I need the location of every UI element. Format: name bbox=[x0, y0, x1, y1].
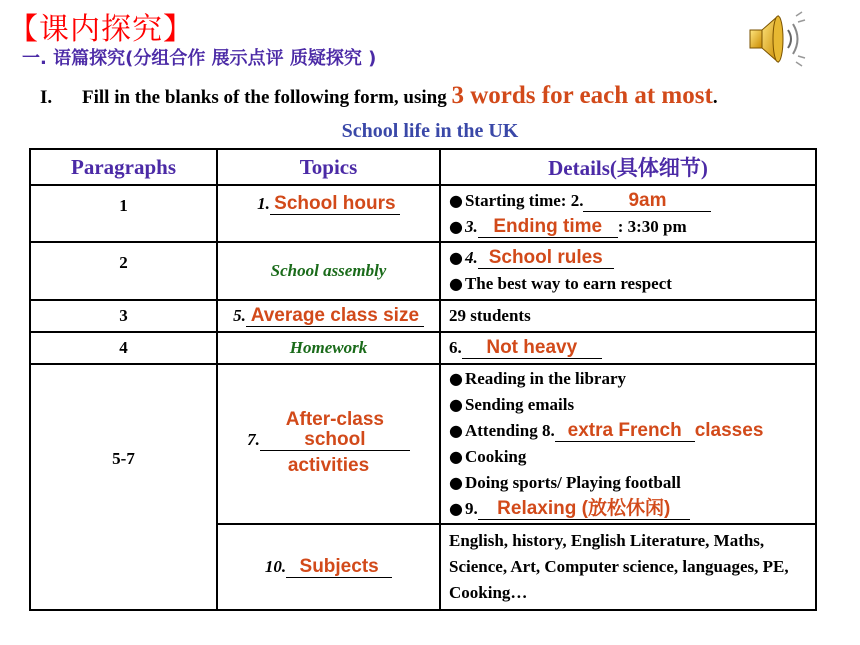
detail-prefix: 9. bbox=[464, 499, 478, 518]
paragraph-cell: 1 bbox=[30, 185, 217, 242]
detail-text: The best way to earn respect bbox=[464, 274, 672, 293]
topic-cell bbox=[217, 524, 440, 610]
header-details: Details(具体细节) bbox=[440, 149, 816, 185]
paragraph-cell: 2 bbox=[30, 242, 217, 300]
bullet-icon: ● bbox=[449, 274, 463, 293]
info-table bbox=[29, 148, 817, 611]
topic-cell: School assembly bbox=[217, 242, 440, 300]
table-caption: School life in the UK bbox=[341, 120, 519, 142]
detail-line bbox=[449, 444, 815, 470]
detail-text: Sending emails bbox=[464, 395, 575, 414]
detail-line bbox=[449, 214, 815, 240]
detail-line bbox=[449, 188, 815, 214]
detail-line bbox=[449, 245, 815, 271]
instruction-end: . bbox=[712, 87, 718, 108]
table-row bbox=[30, 300, 816, 332]
detail-prefix: 6. bbox=[449, 337, 462, 357]
answer-blank: After-class school bbox=[260, 410, 410, 451]
instruction-highlight: 3 words for each at most bbox=[451, 82, 713, 109]
detail-suffix: : 3:30 pm bbox=[617, 216, 687, 236]
page-title: 【课内探究】 bbox=[8, 12, 194, 47]
detail-prefix: 4. bbox=[464, 248, 478, 267]
bullet-icon: ● bbox=[449, 421, 463, 440]
blank-number: 1. bbox=[257, 194, 270, 213]
answer-blank: Not heavy bbox=[462, 338, 602, 359]
topic-cell: Homework bbox=[217, 332, 440, 364]
blank-number: 5. bbox=[233, 305, 246, 325]
answer-blank: Subjects bbox=[286, 557, 392, 578]
answer-blank: 9am bbox=[583, 191, 711, 212]
bullet-icon: ● bbox=[449, 190, 463, 210]
answer-blank: extra French bbox=[555, 421, 695, 442]
details-cell bbox=[440, 242, 816, 300]
paragraph-cell: 4 bbox=[30, 332, 217, 364]
detail-line bbox=[449, 392, 815, 418]
answer-blank: School hours bbox=[270, 194, 400, 215]
header-paragraphs: Paragraphs bbox=[30, 149, 217, 185]
details-cell bbox=[440, 364, 816, 524]
details-cell bbox=[440, 185, 816, 242]
answer-continuation: activities bbox=[287, 454, 370, 476]
bullet-icon: ● bbox=[449, 369, 463, 388]
table-row bbox=[30, 242, 816, 300]
detail-suffix-answer: classes bbox=[694, 420, 764, 441]
table-row bbox=[30, 332, 816, 364]
topic-cell bbox=[217, 185, 440, 242]
bullet-icon: ● bbox=[449, 499, 463, 518]
answer-blank: Ending time bbox=[478, 217, 618, 238]
table-header-row bbox=[30, 149, 816, 185]
details-cell bbox=[440, 332, 816, 364]
detail-prefix: Attending 8. bbox=[464, 421, 555, 440]
section-title: 一. 语篇探究(分组合作 展示点评 质疑探究 ) bbox=[22, 48, 377, 69]
instruction bbox=[40, 82, 718, 110]
bullet-icon: ● bbox=[449, 473, 463, 492]
detail-line bbox=[449, 418, 815, 444]
detail-text: Cooking bbox=[464, 447, 527, 466]
subjects-list: English, history, English Literature, Maths, Science, Art, Computer science, languages, PE, Cooking… bbox=[449, 531, 789, 602]
topic-cell bbox=[217, 300, 440, 332]
paragraph-cell: 5-7 bbox=[30, 364, 217, 610]
detail-line bbox=[449, 470, 815, 496]
detail-text: Doing sports/ Playing football bbox=[464, 473, 681, 492]
detail-text: Reading in the library bbox=[464, 369, 627, 388]
paragraph-cell: 3 bbox=[30, 300, 217, 332]
table-row bbox=[30, 364, 816, 524]
details-cell bbox=[440, 524, 816, 610]
speaker-icon[interactable] bbox=[744, 10, 808, 68]
blank-number: 10. bbox=[264, 556, 287, 576]
bullet-icon: ● bbox=[449, 447, 463, 466]
header-topics: Topics bbox=[217, 149, 440, 185]
bullet-icon: ● bbox=[449, 216, 463, 236]
detail-prefix: Starting time: 2. bbox=[464, 190, 584, 210]
bullet-icon: ● bbox=[449, 395, 463, 414]
detail-line bbox=[449, 366, 815, 392]
detail-line bbox=[449, 496, 815, 522]
answer-blank: School rules bbox=[478, 248, 614, 269]
details-cell: 29 students bbox=[440, 300, 816, 332]
table-row bbox=[30, 185, 816, 242]
topic-cell bbox=[217, 364, 440, 524]
instruction-number: I. bbox=[40, 87, 53, 108]
answer-blank: Relaxing (放松休闲) bbox=[478, 499, 690, 520]
bullet-icon: ● bbox=[449, 248, 463, 267]
answer-blank: Average class size bbox=[246, 306, 424, 327]
detail-prefix: 3. bbox=[464, 216, 478, 236]
instruction-text: Fill in the blanks of the following form, using bbox=[82, 87, 452, 108]
blank-number: 7. bbox=[247, 429, 260, 449]
detail-line bbox=[449, 271, 815, 297]
